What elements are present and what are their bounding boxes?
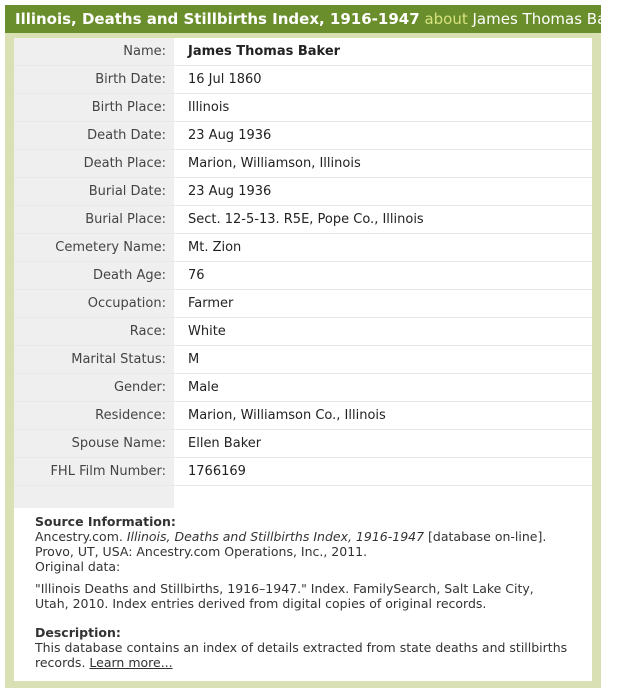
description-line-2-text: records. xyxy=(35,655,86,670)
source-information xyxy=(35,514,583,670)
record-row xyxy=(14,262,592,290)
record-row xyxy=(14,206,592,234)
record-row xyxy=(14,150,592,178)
record-value: Ellen Baker xyxy=(174,430,592,458)
record-label: Cemetery Name: xyxy=(14,234,174,262)
record-value: Marion, Williamson Co., Illinois xyxy=(174,402,592,430)
record-label: Spouse Name: xyxy=(14,430,174,458)
record-value: 23 Aug 1936 xyxy=(174,178,592,206)
source-line-3: Original data: xyxy=(35,559,121,574)
record-row xyxy=(14,318,592,346)
person-name-header: James Thomas Baker xyxy=(472,10,630,28)
description-line-2 xyxy=(35,655,583,670)
record-value: 1766169 xyxy=(174,458,592,486)
source-suffix: [database on-line]. xyxy=(428,529,547,544)
record-row xyxy=(14,458,592,486)
source-line-1 xyxy=(35,529,583,544)
record-table xyxy=(14,38,592,508)
record-label: Death Place: xyxy=(14,150,174,178)
record-label: Birth Place: xyxy=(14,94,174,122)
record-label: Death Age: xyxy=(14,262,174,290)
record-value: 23 Aug 1936 xyxy=(174,122,592,150)
record-row xyxy=(14,430,592,458)
record-value: Illinois xyxy=(174,94,592,122)
record-row xyxy=(14,178,592,206)
record-row xyxy=(14,290,592,318)
record-label: Gender: xyxy=(14,374,174,402)
record-value: 16 Jul 1860 xyxy=(174,66,592,94)
collection-title: Illinois, Deaths and Stillbirths Index, 1916-1947 xyxy=(15,10,420,28)
record-spacer-value xyxy=(174,486,592,509)
record-label: Race: xyxy=(14,318,174,346)
record-row xyxy=(14,346,592,374)
record-label: Burial Place: xyxy=(14,206,174,234)
record-label: Residence: xyxy=(14,402,174,430)
source-heading: Source Information: xyxy=(35,514,176,529)
record-value: Mt. Zion xyxy=(174,234,592,262)
record-value: James Thomas Baker xyxy=(174,38,592,66)
description-line-1: This database contains an index of details extracted from state deaths and stillbirths xyxy=(35,640,568,655)
record-value: 76 xyxy=(174,262,592,290)
record-table-body xyxy=(14,38,592,508)
record-label: Marital Status: xyxy=(14,346,174,374)
record-value: Farmer xyxy=(174,290,592,318)
original-data-line-1: "Illinois Deaths and Stillbirths, 1916–1947." Index. FamilySearch, Salt Lake City, xyxy=(35,581,534,596)
record-spacer-row xyxy=(14,486,592,509)
record-value: Male xyxy=(174,374,592,402)
record-value: White xyxy=(174,318,592,346)
record-row xyxy=(14,94,592,122)
record-row xyxy=(14,66,592,94)
source-line-2: Provo, UT, USA: Ancestry.com Operations, Inc., 2011. xyxy=(35,544,368,559)
record-label: Birth Date: xyxy=(14,66,174,94)
record-row xyxy=(14,122,592,150)
record-value: Marion, Williamson, Illinois xyxy=(174,150,592,178)
record-row xyxy=(14,402,592,430)
record-row xyxy=(14,38,592,66)
record-frame xyxy=(5,5,630,688)
source-prefix: Ancestry.com. xyxy=(35,529,123,544)
record-value: Sect. 12-5-13. R5E, Pope Co., Illinois xyxy=(174,206,592,234)
learn-more-link[interactable]: Learn more... xyxy=(89,655,173,670)
source-gap xyxy=(35,574,583,581)
record-label: Burial Date: xyxy=(14,178,174,206)
source-database-title: Illinois, Deaths and Stillbirths Index, 1916-1947 xyxy=(126,529,425,544)
description-heading: Description: xyxy=(35,625,121,640)
record-value: M xyxy=(174,346,592,374)
record-spacer-label xyxy=(14,486,174,509)
original-data-line-2: Utah, 2010. Index entries derived from digital copies of original records. xyxy=(35,596,487,611)
record-row xyxy=(14,234,592,262)
record-panel xyxy=(14,38,592,681)
description-gap xyxy=(35,611,583,625)
record-row xyxy=(14,374,592,402)
record-label: Occupation: xyxy=(14,290,174,318)
record-header xyxy=(5,5,630,33)
record-label: FHL Film Number: xyxy=(14,458,174,486)
about-word: about xyxy=(424,10,468,28)
record-label: Death Date: xyxy=(14,122,174,150)
record-label: Name: xyxy=(14,38,174,66)
